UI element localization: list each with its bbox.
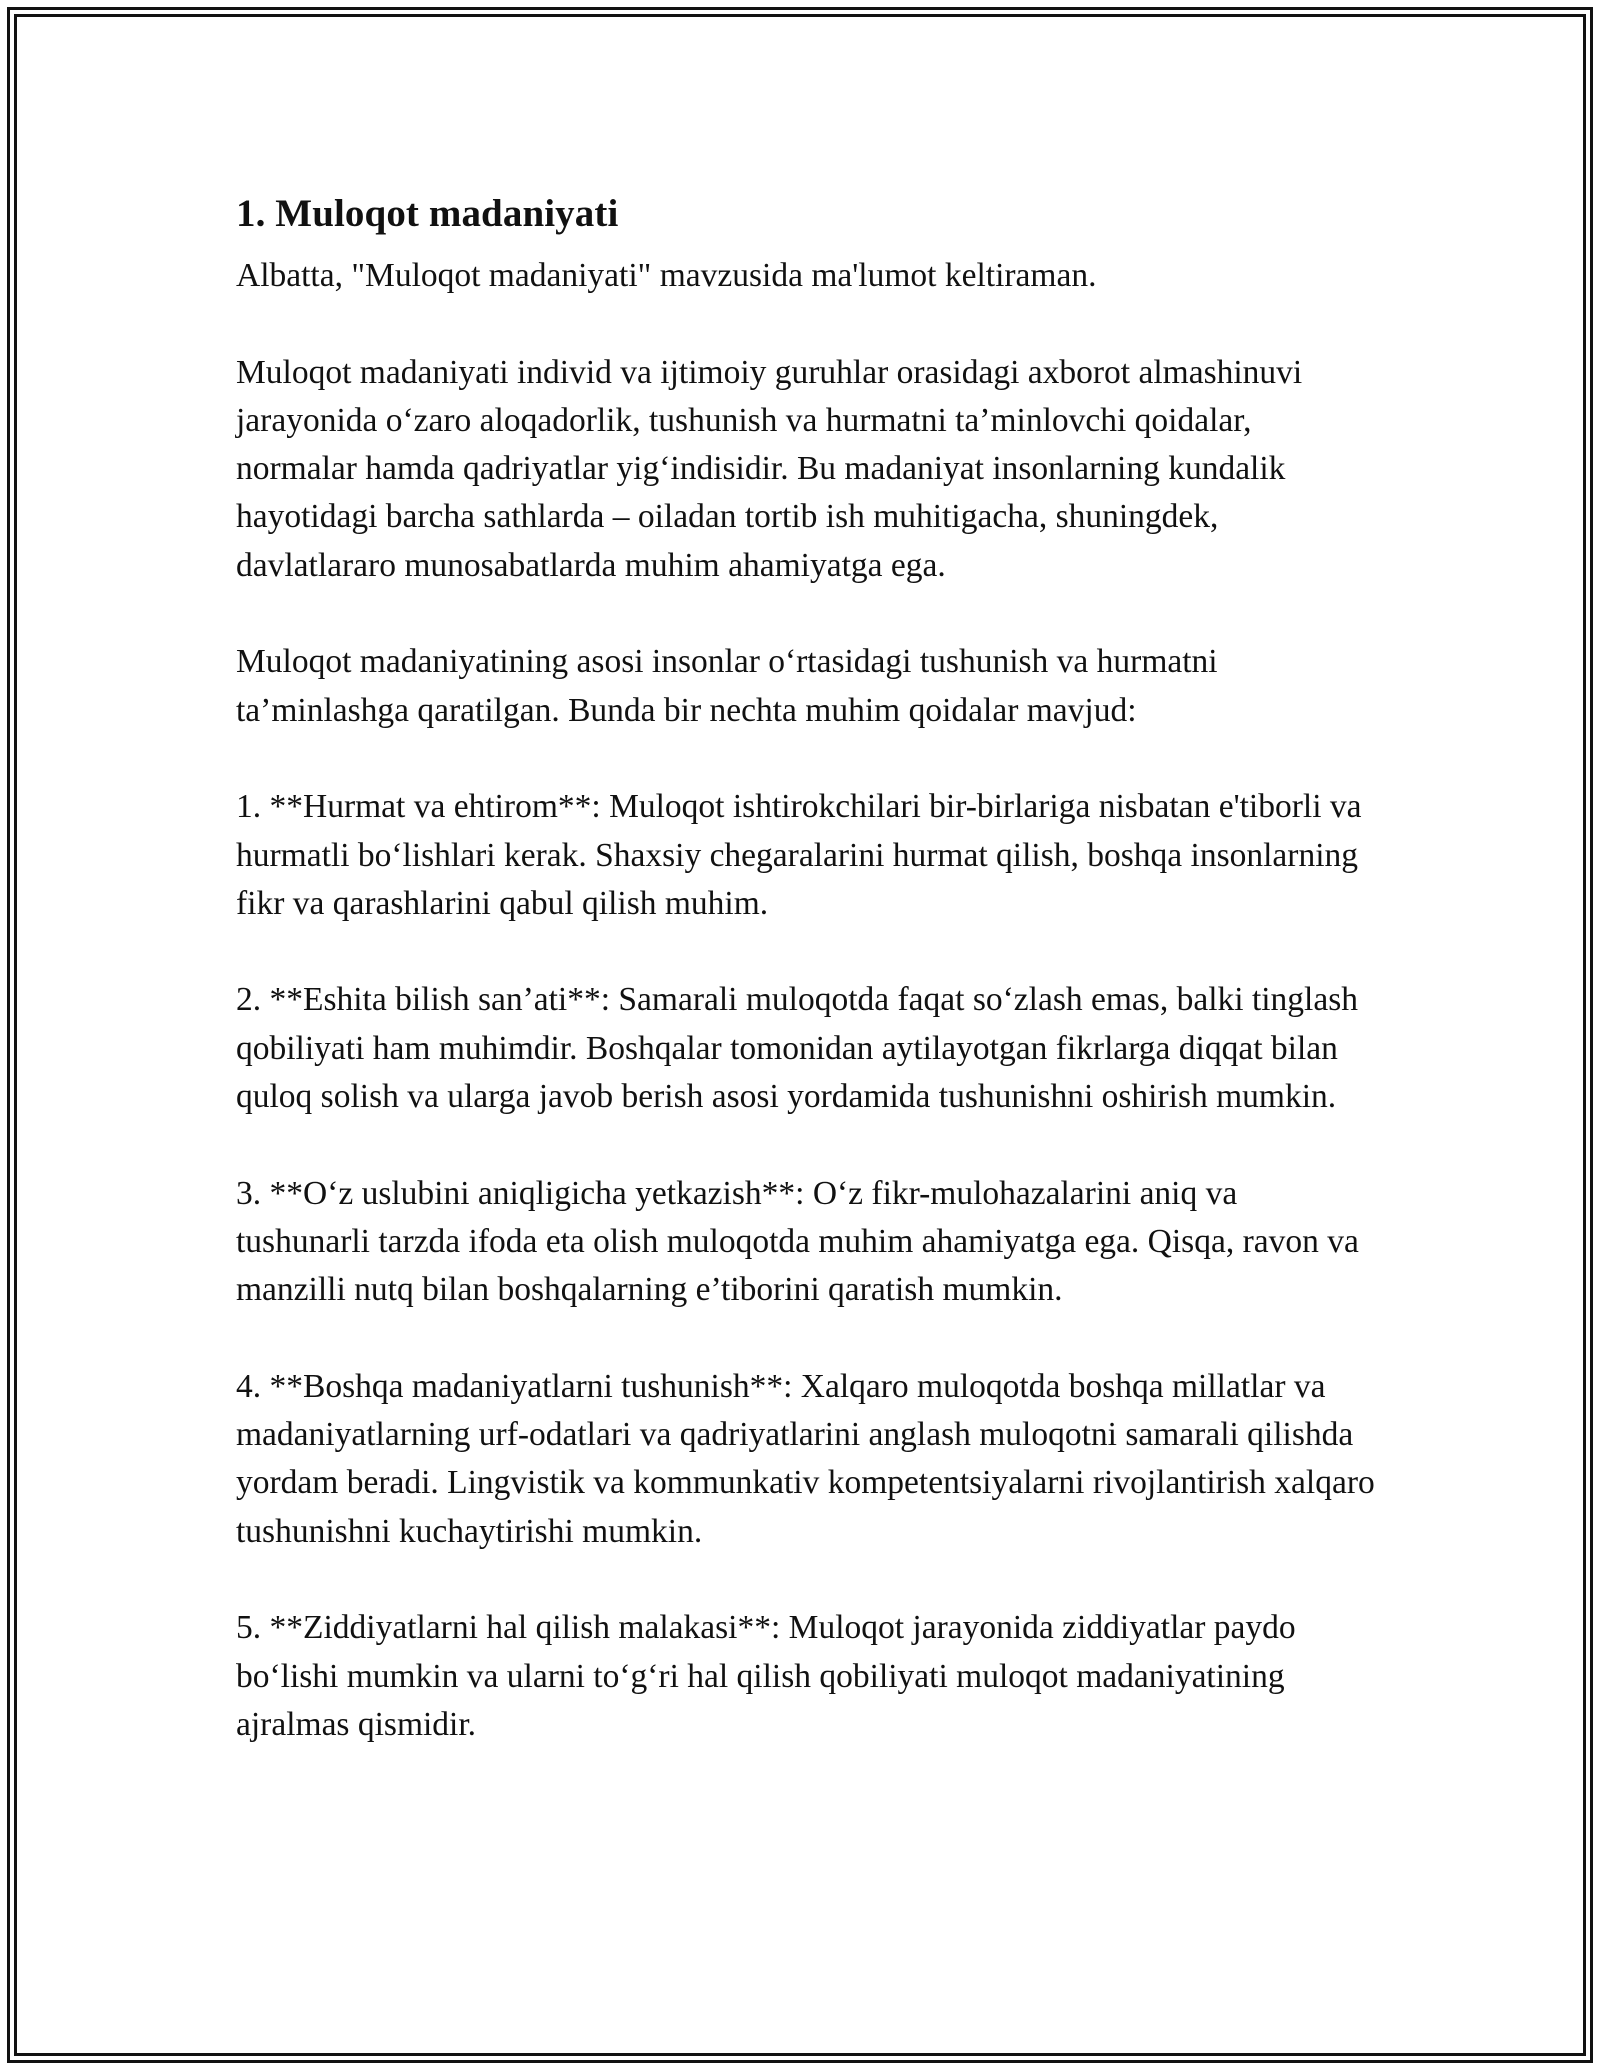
document-title: 1. Muloqot madaniyati bbox=[236, 192, 619, 235]
rule-item-1: 1. **Hurmat va ehtirom**: Muloqot ishtirokchilari bir-birlariga nisbatan e'tiborli va hurmatli bo‘lishlari kerak. Shaxsiy chegaralarini hurmat qilish, boshqa insonlarning fikr va qarashlarini qabul qilish muhim. bbox=[236, 788, 1362, 922]
rule-item-5: 5. **Ziddiyatlarni hal qilish malakasi**: Muloqot jarayonida ziddiyatlar paydo bo‘lishi mumkin va ularni to‘g‘ri hal qilish qobiliyati muloqot madaniyatining ajralmas qismidir. bbox=[236, 1609, 1296, 1743]
document-body bbox=[236, 186, 1376, 1749]
rule-item-3: 3. **O‘z uslubini aniqligicha yetkazish**: O‘z fikr-mulohazalarini aniq va tushunarli tarzda ifoda eta olish muloqotda muhim ahamiyatga ega. Qisqa, ravon va manzilli nutq bilan boshqalarning e’tiborini qaratish mumkin. bbox=[236, 1174, 1359, 1309]
rule-item-2: 2. **Eshita bilish san’ati**: Samarali muloqotda faqat so‘zlash emas, balki tinglash qobiliyati ham muhimdir. Boshqalar tomonidan aytilayotgan fikrlarga diqqat bilan quloq solish va ularga javob berish asosi yordamida tushunishni oshirish mumkin. bbox=[236, 981, 1359, 1116]
rule-item-4: 4. **Boshqa madaniyatlarni tushunish**: Xalqaro muloqotda boshqa millatlar va madaniyatlarning urf-odatlari va qadriyatlarini anglash muloqotni samarali qilishda yordam beradi. Lingvistik va kommunkativ kompetentsiyalarni rivojlantirish xalqaro tushunishni kuchaytirishi mumkin. bbox=[236, 1367, 1375, 1550]
intro-paragraph: Albatta, "Muloqot madaniyati" mavzusida ma'lumot keltiraman. bbox=[236, 257, 1097, 294]
definition-paragraph: Muloqot madaniyati individ va ijtimoiy guruhlar orasidagi axborot almashinuvi jarayonida o‘zaro aloqadorlik, tushunish va hurmatni ta’minlovchi qoidalar, normalar hamda qadriyatlar yig‘indisidir. Bu madaniyat insonlarning kundalik hayotidagi barcha sathlarda – oiladan tortib ish muhitigacha, shuningdek, davlatlararo munosabatlarda muhim ahamiyatga ega. bbox=[236, 353, 1303, 584]
rules-intro-paragraph: Muloqot madaniyatining asosi insonlar o‘rtasidagi tushunish va hurmatni ta’minlashga qaratilgan. Bunda bir nechta muhim qoidalar mavjud: bbox=[236, 643, 1218, 729]
